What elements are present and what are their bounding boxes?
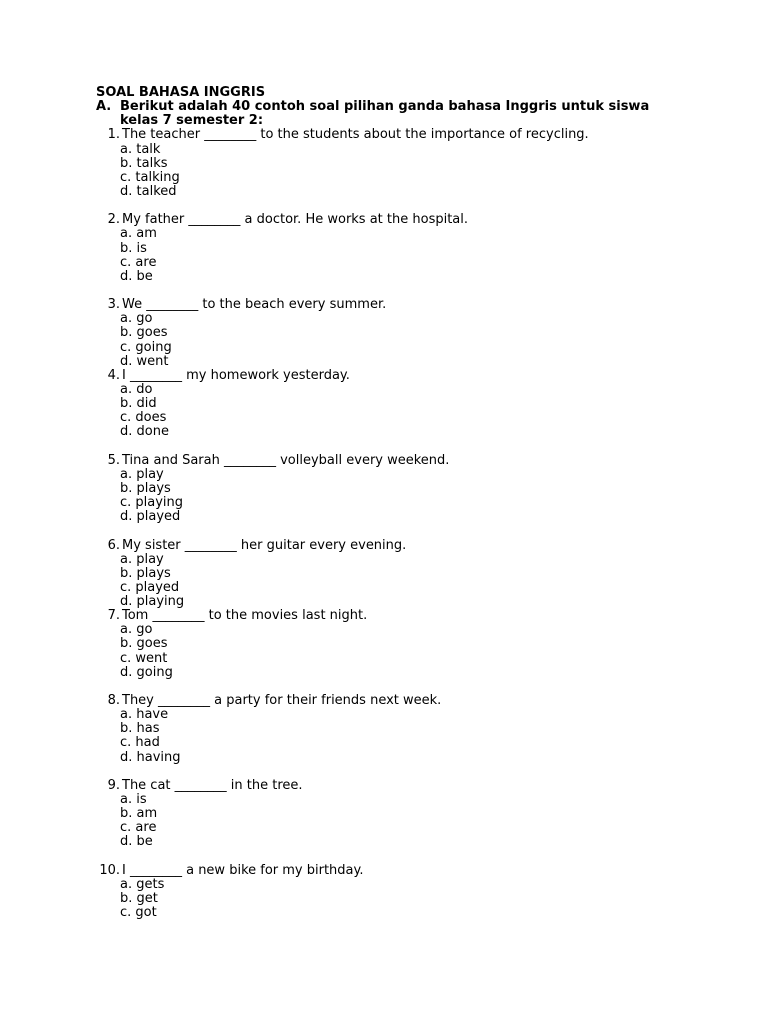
question-text: I ________ my homework yesterday.	[122, 367, 350, 383]
option[interactable]: a. have	[120, 707, 169, 723]
question-number: 7.	[107, 608, 120, 624]
option[interactable]: a. do	[120, 381, 153, 397]
section-label: A.	[96, 99, 112, 115]
option[interactable]: d. going	[120, 664, 173, 680]
option[interactable]: c. are	[120, 820, 157, 836]
option[interactable]: d. playing	[120, 594, 185, 610]
option[interactable]: a. go	[120, 622, 153, 638]
question-number: 1.	[107, 127, 120, 143]
question-number: 2.	[107, 212, 120, 228]
option[interactable]: c. went	[120, 650, 168, 666]
option[interactable]: c. are	[120, 254, 157, 270]
option[interactable]: d. be	[120, 834, 153, 850]
question-1	[96, 128, 696, 142]
option[interactable]: b. am	[120, 806, 158, 822]
question-number: 5.	[107, 452, 120, 468]
question-4	[96, 369, 696, 383]
option[interactable]: d. played	[120, 509, 181, 525]
option[interactable]: c. got	[120, 905, 157, 921]
option[interactable]: c. had	[120, 735, 160, 751]
question-number: 8.	[107, 693, 120, 709]
question-9	[96, 779, 696, 793]
option[interactable]: a. play	[120, 466, 164, 482]
question-text: Tina and Sarah ________ volleyball every weekend.	[122, 452, 450, 468]
option[interactable]: b. has	[120, 721, 160, 737]
option[interactable]: a. am	[120, 226, 157, 242]
question-7	[96, 609, 696, 623]
option[interactable]: a. go	[120, 311, 153, 327]
question-6	[96, 539, 696, 553]
option[interactable]: c. played	[120, 579, 180, 595]
question-text: I ________ a new bike for my birthday.	[122, 862, 364, 878]
document-title: SOAL BAHASA INGGRIS	[96, 85, 266, 100]
section-instructions	[120, 100, 649, 128]
option[interactable]: c. does	[120, 410, 167, 426]
section-heading	[96, 100, 696, 128]
option[interactable]: d. be	[120, 268, 153, 284]
option[interactable]: c. going	[120, 339, 172, 355]
question-text: My sister ________ her guitar every evening.	[122, 537, 407, 553]
option[interactable]: b. get	[120, 891, 158, 907]
option[interactable]: a. talk	[120, 141, 161, 157]
option[interactable]: d. went	[120, 353, 169, 369]
option[interactable]: a. is	[120, 792, 147, 808]
section-line: Berikut adalah 40 contoh soal pilihan ganda bahasa Inggris untuk siswa	[120, 99, 650, 115]
option[interactable]: b. is	[120, 240, 147, 256]
question-2	[96, 213, 696, 227]
question-text: We ________ to the beach every summer.	[122, 297, 387, 313]
option[interactable]: a. play	[120, 551, 164, 567]
option[interactable]: d. talked	[120, 183, 177, 199]
question-10	[96, 864, 696, 878]
option[interactable]: b. goes	[120, 636, 168, 652]
section-line: kelas 7 semester 2:	[120, 113, 264, 129]
question-text: The cat ________ in the tree.	[122, 777, 303, 793]
option[interactable]: a. gets	[120, 876, 165, 892]
document-content	[96, 86, 696, 920]
question-number: 9.	[107, 777, 120, 793]
option[interactable]: d. done	[120, 424, 169, 440]
question-number: 4.	[107, 367, 120, 383]
option[interactable]: b. plays	[120, 565, 171, 581]
option[interactable]: b. goes	[120, 325, 168, 341]
question-text: They ________ a party for their friends next week.	[122, 693, 442, 709]
option[interactable]: d. having	[120, 749, 181, 765]
option[interactable]: c. talking	[120, 169, 180, 185]
question-number: 3.	[107, 297, 120, 313]
question-text: Tom ________ to the movies last night.	[122, 608, 368, 624]
question-number: 10.	[99, 862, 120, 878]
option[interactable]: b. talks	[120, 155, 168, 171]
option[interactable]: b. did	[120, 396, 157, 412]
question-5	[96, 454, 696, 468]
question-number: 6.	[107, 537, 120, 553]
question-text: The teacher ________ to the students about the importance of recycling.	[122, 127, 589, 143]
option[interactable]: b. plays	[120, 480, 171, 496]
question-8	[96, 694, 696, 708]
option[interactable]: c. playing	[120, 495, 184, 511]
question-3	[96, 298, 696, 312]
question-text: My father ________ a doctor. He works at the hospital.	[122, 212, 469, 228]
